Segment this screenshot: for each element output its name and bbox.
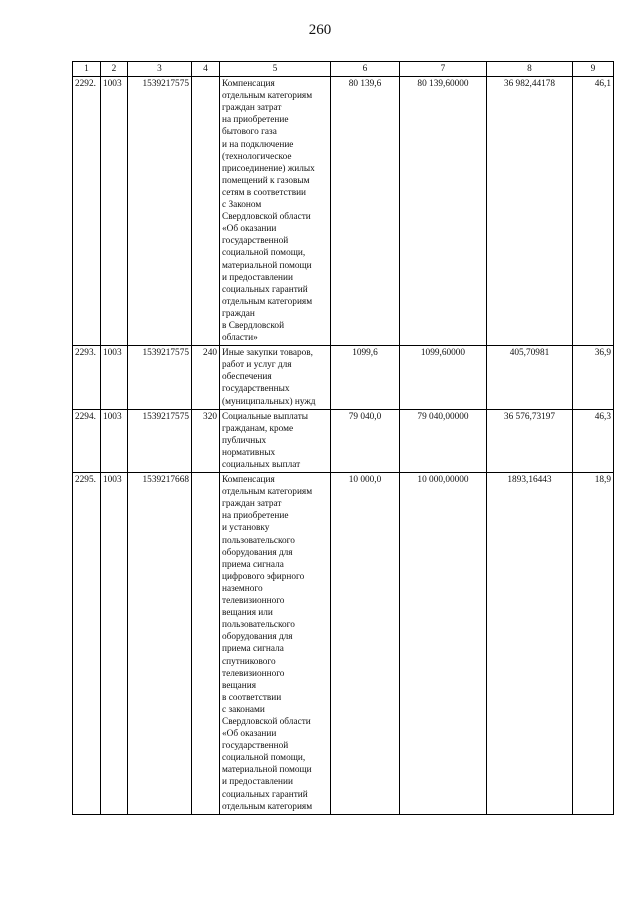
budget-table xyxy=(72,61,614,815)
item-name-line: цифрового эфирного xyxy=(222,571,305,582)
item-name-line: публичных xyxy=(222,435,267,446)
budget-amount-cell: 79 040,00000 xyxy=(400,409,487,472)
expense-type-cell: 240 xyxy=(192,346,220,409)
item-name-line: на приобретение xyxy=(222,511,289,522)
item-name-line: спутникового xyxy=(222,656,276,667)
execution-percent-cell: 36,9 xyxy=(573,346,614,409)
target-item-code-cell: 1539217575 xyxy=(128,409,192,472)
item-name-line: вещания xyxy=(222,680,256,691)
item-name-line: материальной помощи xyxy=(222,260,312,271)
row-number-cell: 2292. xyxy=(73,77,101,346)
item-name-line: оборудования для xyxy=(222,547,293,558)
item-name-line: Иные закупки товаров, xyxy=(222,348,314,359)
item-name-line: отдельным категориям xyxy=(222,91,313,102)
item-name-line: граждан затрат xyxy=(222,499,282,510)
item-name-line: нормативных xyxy=(222,447,276,458)
item-name-line: в Свердловской xyxy=(222,320,285,331)
item-name-line: граждан xyxy=(222,308,255,319)
item-name-line: Свердловской области xyxy=(222,212,311,223)
item-name-line: материальной помощи xyxy=(222,765,312,776)
item-name-line: «Об оказании xyxy=(222,729,277,740)
item-name-line: пользовательского xyxy=(222,535,295,546)
target-item-code-cell: 1539217668 xyxy=(128,473,192,815)
executed-amount-cell: 36 576,73197 xyxy=(487,409,573,472)
item-name-cell xyxy=(220,346,331,409)
section-code-cell: 1003 xyxy=(101,77,128,346)
row-number-cell: 2293. xyxy=(73,346,101,409)
item-name-line: Компенсация xyxy=(222,475,275,486)
item-name-line: отдельным категориям xyxy=(222,296,313,307)
item-name-line: приема сигнала xyxy=(222,559,284,570)
column-header-5: 5 xyxy=(220,62,331,77)
page-number: 260 xyxy=(308,22,332,38)
item-name-line: и предоставлении xyxy=(222,272,293,283)
item-name-line: гражданам, кроме xyxy=(222,423,294,434)
row-number-cell: 2294. xyxy=(73,409,101,472)
table-row xyxy=(73,473,614,815)
budget-amount-cell: 80 139,60000 xyxy=(400,77,487,346)
item-name-line: области» xyxy=(222,333,258,344)
execution-percent-cell: 18,9 xyxy=(573,473,614,815)
item-name-line: с законами xyxy=(222,704,265,715)
item-name-line: (технологическое xyxy=(222,151,292,162)
target-item-code-cell: 1539217575 xyxy=(128,346,192,409)
column-header-4: 4 xyxy=(192,62,220,77)
item-name-cell xyxy=(220,409,331,472)
column-header-3: 3 xyxy=(128,62,192,77)
item-name-line: присоединение) жилых xyxy=(222,163,315,174)
item-name-line: работ и услуг для xyxy=(222,360,292,371)
item-name-line: государственной xyxy=(222,741,289,752)
item-name-line: социальных гарантий xyxy=(222,284,308,295)
item-name-line: государственной xyxy=(222,236,289,247)
item-name-line: социальных выплат xyxy=(222,460,301,470)
table-row xyxy=(73,346,614,409)
item-name-line: отдельным категориям xyxy=(222,801,313,812)
item-name-line: «Об оказании xyxy=(222,224,277,235)
execution-percent-cell: 46,1 xyxy=(573,77,614,346)
executed-amount-cell: 1893,16443 xyxy=(487,473,573,815)
approved-amount-cell: 79 040,0 xyxy=(331,409,400,472)
item-name-line: оборудования для xyxy=(222,632,293,643)
column-header-9: 9 xyxy=(573,62,614,77)
item-name-line: социальных гарантий xyxy=(222,789,308,800)
item-name-line: телевизионного xyxy=(222,668,285,679)
item-name-line: отдельным категориям xyxy=(222,487,313,498)
item-name-line: Свердловской области xyxy=(222,716,311,727)
column-header-8: 8 xyxy=(487,62,573,77)
expense-type-cell xyxy=(192,77,220,346)
section-code-cell: 1003 xyxy=(101,473,128,815)
item-name-line: приема сигнала xyxy=(222,644,284,655)
item-name-cell xyxy=(220,473,331,815)
item-name-line: (муниципальных) нужд xyxy=(222,396,316,407)
item-name-line: сетям в соответствии xyxy=(222,187,307,198)
budget-amount-cell: 10 000,00000 xyxy=(400,473,487,815)
item-name-line: и предоставлении xyxy=(222,777,293,788)
section-code-cell: 1003 xyxy=(101,346,128,409)
execution-percent-cell: 46,3 xyxy=(573,409,614,472)
item-name-line: социальной помощи, xyxy=(222,248,306,259)
item-name-line: социальной помощи, xyxy=(222,753,306,764)
approved-amount-cell: 1099,6 xyxy=(331,346,400,409)
item-name-line: бытового газа xyxy=(222,127,277,138)
table-row xyxy=(73,409,614,472)
item-name-line: с Законом xyxy=(222,200,262,211)
table-body xyxy=(73,77,614,815)
expense-type-cell xyxy=(192,473,220,815)
column-header-6: 6 xyxy=(331,62,400,77)
item-name-line: на приобретение xyxy=(222,115,289,126)
approved-amount-cell: 80 139,6 xyxy=(331,77,400,346)
item-name-line: наземного xyxy=(222,583,263,594)
item-name-line: пользовательского xyxy=(222,620,295,631)
item-name-line: вещания или xyxy=(222,608,273,619)
item-name-line: граждан затрат xyxy=(222,103,282,114)
item-name-line: обеспечения xyxy=(222,372,272,383)
column-header-2: 2 xyxy=(101,62,128,77)
item-name-line: Компенсация xyxy=(222,79,275,90)
item-name-line: в соответствии xyxy=(222,692,282,703)
item-name-line: и установку xyxy=(222,523,270,534)
row-number-cell: 2295. xyxy=(73,473,101,815)
column-header-1: 1 xyxy=(73,62,101,77)
executed-amount-cell: 405,70981 xyxy=(487,346,573,409)
budget-amount-cell: 1099,60000 xyxy=(400,346,487,409)
executed-amount-cell: 36 982,44178 xyxy=(487,77,573,346)
item-name-line: телевизионного xyxy=(222,596,285,607)
item-name-cell xyxy=(220,77,331,346)
table-row xyxy=(73,77,614,346)
expense-type-cell: 320 xyxy=(192,409,220,472)
column-number-header-row xyxy=(73,62,614,77)
item-name-line: государственных xyxy=(222,384,290,395)
section-code-cell: 1003 xyxy=(101,409,128,472)
item-name-line: помещений к газовым xyxy=(222,175,310,186)
column-header-7: 7 xyxy=(400,62,487,77)
item-name-line: и на подключение xyxy=(222,139,294,150)
item-name-line: Социальные выплаты xyxy=(222,411,309,422)
target-item-code-cell: 1539217575 xyxy=(128,77,192,346)
approved-amount-cell: 10 000,0 xyxy=(331,473,400,815)
